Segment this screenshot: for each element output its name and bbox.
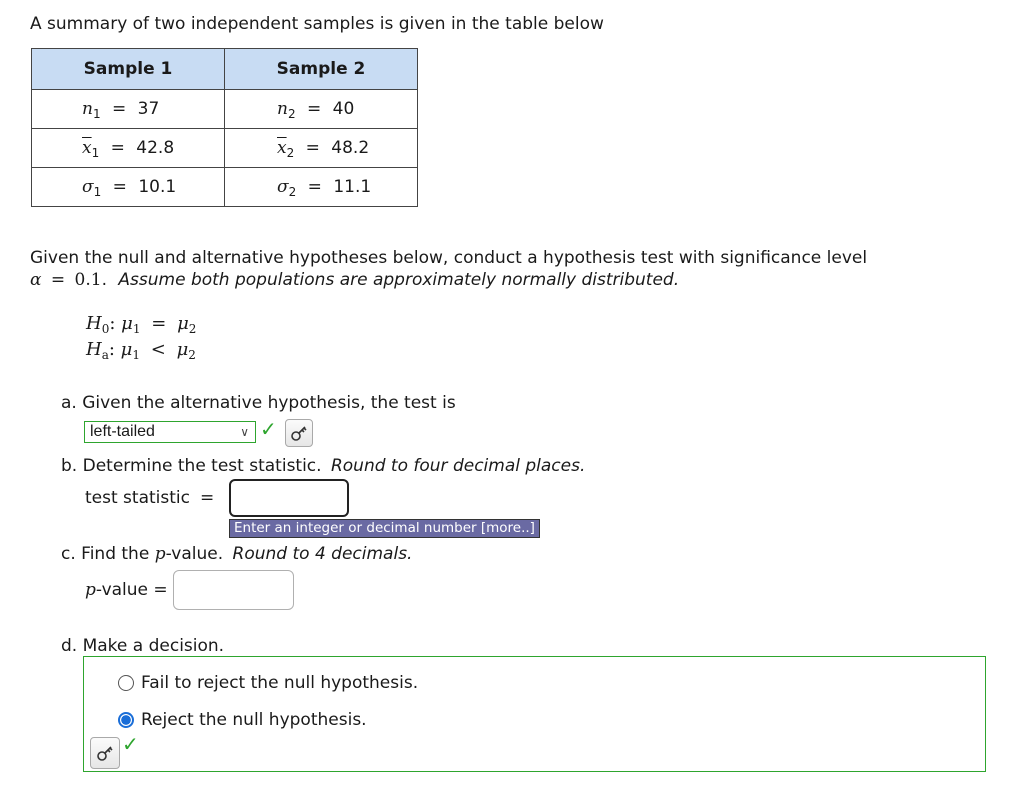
- n1-value: 37: [137, 99, 160, 119]
- key-icon: [96, 744, 114, 762]
- symbol: $\overline{x}$: [82, 138, 92, 158]
- alpha-line: α = 0.1. Assume both populations are approximately normally distributed.: [30, 270, 680, 290]
- sigma1-value: 10.1: [138, 177, 177, 197]
- dropdown-value: left-tailed: [90, 423, 155, 440]
- table-row: $\sigma_1 = 10.1$ $\sigma_2 = 11.1$: [32, 168, 418, 207]
- radio-button[interactable]: [118, 675, 134, 691]
- option-fail-to-reject[interactable]: Fail to reject the null hypothesis.: [118, 673, 418, 693]
- xbar1-value: 42.8: [136, 138, 175, 158]
- p-value-label: p-value =: [85, 580, 168, 600]
- check-icon: ✓: [260, 417, 277, 441]
- input-hint-tooltip[interactable]: Enter an integer or decimal number [more..]: [229, 519, 540, 538]
- alpha-value: 0.1: [74, 270, 102, 290]
- key-icon[interactable]: [285, 419, 313, 447]
- symbol: $\overline{x}$: [277, 138, 287, 158]
- test-statistic-label: test statistic =: [85, 488, 215, 508]
- chevron-down-icon: ∨: [240, 425, 249, 439]
- part-c-prompt: c. Find the p-value. Round to 4 decimals.: [61, 544, 413, 564]
- header-sample-2: Sample 2: [225, 49, 418, 90]
- symbol: n: [277, 99, 288, 119]
- table-row: $\overline{x}_1 = 42.8$ $\overline{x}_2 = 48.2$: [32, 129, 418, 168]
- assumption-text: Assume both populations are approximately normally distributed.: [118, 270, 680, 290]
- alternative-hypothesis: $H_a$: $\mu_1 < \mu_2$: [86, 339, 196, 362]
- key-icon: [290, 424, 308, 442]
- null-hypothesis: $H_0$: $\mu_1 = \mu_2$: [86, 313, 197, 336]
- symbol: σ: [82, 177, 94, 197]
- table-row: $n_1 = 37$ $n_2 = 40$: [32, 90, 418, 129]
- part-b-prompt: b. Determine the test statistic. Round to four decimal places.: [61, 456, 586, 476]
- sigma2-value: 11.1: [333, 177, 372, 197]
- radio-button-selected[interactable]: [118, 712, 134, 728]
- symbol: σ: [277, 177, 289, 197]
- p-value-input[interactable]: [173, 570, 294, 610]
- given-text: Given the null and alternative hypotheses below, conduct a hypothesis test with significance level: [30, 248, 868, 268]
- n2-value: 40: [332, 99, 355, 119]
- tail-type-dropdown[interactable]: [84, 421, 256, 443]
- key-icon[interactable]: [90, 737, 120, 769]
- xbar2-value: 48.2: [331, 138, 370, 158]
- part-a-prompt: a. Given the alternative hypothesis, the test is: [61, 393, 456, 413]
- header-sample-1: Sample 1: [32, 49, 225, 90]
- alpha-symbol: α: [30, 270, 42, 290]
- option-reject[interactable]: Reject the null hypothesis.: [118, 710, 367, 730]
- check-icon: ✓: [122, 732, 139, 756]
- symbol: n: [82, 99, 93, 119]
- summary-table: [31, 48, 418, 207]
- test-statistic-input[interactable]: [229, 479, 349, 517]
- intro-text: A summary of two independent samples is given in the table below: [30, 14, 604, 34]
- part-d-prompt: d. Make a decision.: [61, 636, 225, 656]
